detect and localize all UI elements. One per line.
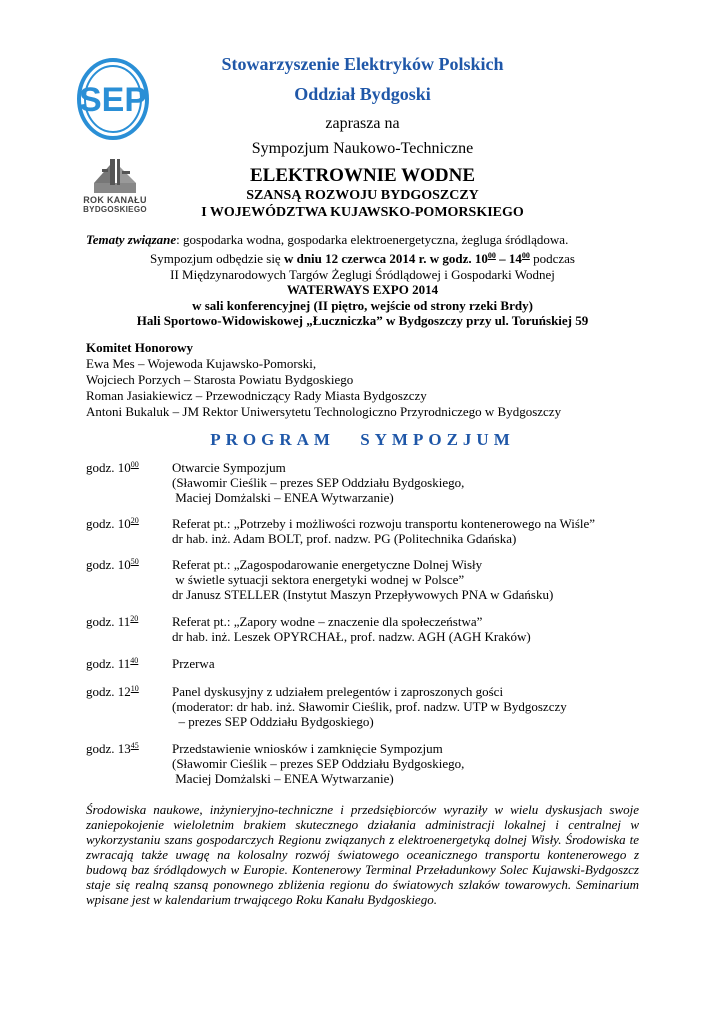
program-time — [86, 460, 139, 476]
program-minute: 40 — [130, 656, 139, 665]
program-line: Otwarcie Sympozjum — [172, 460, 286, 475]
program-time — [86, 614, 138, 630]
venue-post: podczas — [529, 251, 575, 266]
venue-expo: WATERWAYS EXPO 2014 — [286, 282, 439, 297]
venue-end-hour: – 14 — [495, 251, 522, 266]
program-time — [86, 557, 139, 573]
program-hour: godz. 12 — [86, 684, 131, 699]
venue-date-line — [0, 251, 725, 267]
program-line: Przerwa — [172, 656, 215, 671]
program-heading — [0, 430, 725, 450]
org-name: Stowarzyszenie Elektryków Polskich — [221, 54, 504, 74]
program-item — [172, 684, 567, 729]
program-line: Referat pt.: „Zapory wodne – znaczenie dla społeczeństwa” — [172, 614, 483, 629]
topics-label: Tematy związane — [86, 232, 177, 247]
program-item — [172, 741, 464, 786]
venue-pre: Sympozjum odbędzie się — [150, 251, 284, 266]
closing-paragraph: Środowiska naukowe, inżynieryjno-techniczne i przedsiębiorców wyraziły w wielu dyskusjach swoje zaniepokojenie wieloletnim brakiem skutecznego działania administracji lokalnej i centralnej w wykorzystaniu szans gospodarczych Regionu związanych z elektroenergetyką dolnej Wisły. Środowiska te zwracają także uwagę na kolosalny rozwój światowego oceanicznego transportu kontenerowego z budową baz śródlądowych w Europie. Kontenerowy Terminal Przeładunkowy Solec Kujawski-Bydgoszcz staje się realną szansą ponownego zbliżenia regionu do światowych szlaków towarowych. Seminarium wpisane jest w kalendarium trwającego Roku Kanału Bydgoskiego. — [86, 802, 639, 907]
program-line: (Sławomir Cieślik – prezes SEP Oddziału Bydgoskiego, — [172, 756, 465, 771]
program-line: dr Janusz STELLER (Instytut Maszyn Przepływowych PNA w Gdańsku) — [172, 587, 554, 602]
sep-logo-text: SEP — [78, 81, 148, 119]
program-line: Referat pt.: „Zagospodarowanie energetyczne Dolnej Wisły — [172, 557, 483, 572]
committee-member: Ewa Mes – Wojewoda Kujawsko-Pomorski, — [86, 356, 317, 371]
program-minute: 20 — [130, 516, 139, 525]
program-minute: 00 — [130, 460, 139, 469]
program-line: (moderator: dr hab. inż. Sławomir Cieślik, prof. nadzw. UTP w Bydgoszczy — [172, 699, 567, 714]
program-line: – prezes SEP Oddziału Bydgoskiego) — [172, 714, 374, 729]
program-item — [172, 557, 553, 602]
program-time — [86, 684, 139, 700]
program-line: Referat pt.: „Potrzeby i możliwości rozwoju transportu kontenerowego na Wiśle” — [172, 516, 596, 531]
venue-start-min: 00 — [487, 251, 496, 260]
event-subtitle-2: I WOJEWÓDZTWA KUJAWSKO-POMORSKIEGO — [201, 205, 524, 220]
program-hour: godz. 10 — [86, 557, 131, 572]
program-heading-text: PROGRAM SYMPOZJUM — [210, 430, 515, 449]
committee-member: Antoni Bukaluk – JM Rektor Uniwersytetu Technologiczno Przyrodniczego w Bydgoszczy — [86, 404, 562, 419]
program-hour: godz. 10 — [86, 460, 131, 475]
venue-end-min: 00 — [521, 251, 530, 260]
program-minute: 45 — [130, 741, 139, 750]
program-time — [86, 741, 139, 757]
program-line: dr hab. inż. Adam BOLT, prof. nadzw. PG (Politechnika Gdańska) — [172, 531, 517, 546]
event-title: ELEKTROWNIE WODNE — [249, 165, 476, 186]
program-line: (Sławomir Cieślik – prezes SEP Oddziału Bydgoskiego, — [172, 475, 465, 490]
program-line: w świetle sytuacji sektora energetyki wodnej w Polsce” — [172, 572, 465, 587]
venue-date: w dniu 12 czerwca 2014 r. w godz. 10 — [283, 251, 488, 266]
committee-member: Roman Jasiakiewicz – Przewodniczący Rady Miasta Bydgoszczy — [86, 388, 427, 403]
committee-heading: Komitet Honorowy — [86, 340, 193, 355]
badge-line2: BYDGOSKIEGO — [83, 205, 147, 214]
program-item — [172, 656, 215, 671]
program-line: Panel dyskusyjny z udziałem prelegentów i zaproszonych gości — [172, 684, 504, 699]
topics-text: : gospodarka wodna, gospodarka elektroenergetyczna, żegluga śródlądowa. — [176, 232, 569, 247]
program-line: Maciej Domżalski – ENEA Wytwarzanie) — [172, 490, 394, 505]
program-minute: 20 — [130, 614, 139, 623]
invite-text: zaprasza na — [325, 115, 400, 132]
program-minute: 50 — [130, 557, 139, 566]
org-branch: Oddział Bydgoski — [294, 84, 431, 104]
program-time — [86, 516, 139, 532]
program-hour: godz. 11 — [86, 656, 131, 671]
program-item — [172, 614, 531, 644]
program-line: dr hab. inż. Leszek OPYRCHAŁ, prof. nadzw. AGH (AGH Kraków) — [172, 629, 531, 644]
program-time — [86, 656, 138, 672]
topics-line — [86, 232, 568, 248]
event-subtitle-1: SZANSĄ ROZWOJU BYDGOSZCZY — [246, 188, 479, 203]
venue-fair: II Międzynarodowych Targów Żeglugi Śródlądowej i Gospodarki Wodnej — [170, 267, 555, 282]
program-hour: godz. 13 — [86, 741, 131, 756]
program-hour: godz. 11 — [86, 614, 131, 629]
venue-hall: Hali Sportowo-Widowiskowej „Łuczniczka” w Bydgoszczy przy ul. Toruńskiej 59 — [136, 313, 589, 328]
event-type: Sympozjum Naukowo-Techniczne — [251, 140, 474, 157]
program-item — [172, 516, 595, 546]
program-line: Przedstawienie wniosków i zamknięcie Sympozjum — [172, 741, 443, 756]
venue-room: w sali konferencyjnej (II piętro, wejście od strony rzeki Brdy) — [192, 298, 533, 313]
program-line: Maciej Domżalski – ENEA Wytwarzanie) — [172, 771, 394, 786]
program-item — [172, 460, 464, 505]
program-hour: godz. 10 — [86, 516, 131, 531]
program-minute: 10 — [130, 684, 139, 693]
badge-line1: ROK KANAŁU — [83, 195, 147, 205]
committee-member: Wojciech Porzych – Starosta Powiatu Bydgoskiego — [86, 372, 354, 387]
